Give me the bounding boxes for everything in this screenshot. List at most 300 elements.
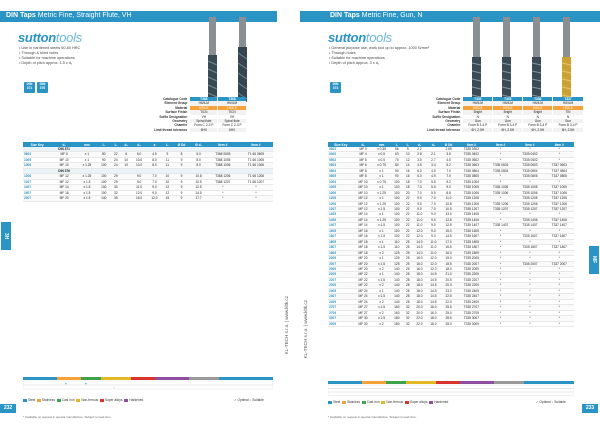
table-cell: x 2 — [372, 310, 390, 315]
table-cell: 9.0 — [412, 206, 426, 211]
prop-label: Catalogue Code — [163, 97, 188, 101]
table-cell: 11.0 — [426, 250, 440, 255]
table-cell: 28 — [403, 283, 412, 288]
table-cell: * — [545, 147, 574, 152]
prop-value: Spiral flute — [190, 119, 218, 123]
table-cell: * — [515, 212, 544, 217]
table-cell: 32 — [111, 190, 121, 195]
table-cell: MF 30 — [354, 316, 373, 321]
table-cell: x 1.5 — [372, 277, 390, 282]
table-cell: 9.0 — [131, 174, 146, 179]
table-cell: T335 1407 — [515, 223, 544, 228]
table-cell: 10.5 — [440, 206, 456, 211]
column-header: Size Key — [328, 142, 354, 147]
table-cell: 22.0 — [440, 299, 456, 304]
check-mark: ○ — [113, 385, 115, 390]
table-cell: MF 20 — [51, 196, 77, 201]
prop-label: Material — [175, 105, 188, 110]
table-cell: 14.0 — [412, 250, 426, 255]
table-cell: T335 1006 — [486, 190, 515, 195]
table-cell: 29 — [111, 179, 121, 184]
table-cell: 100 — [391, 206, 403, 211]
prop-value: H6/ILM — [553, 101, 583, 105]
table-cell: 90 — [391, 174, 403, 179]
table-cell: 35 — [111, 196, 121, 201]
bar-purple — [460, 381, 494, 384]
table-cell: T337 1006 — [545, 190, 574, 195]
page-number: 233 — [582, 404, 598, 413]
table-cell: 14.5 — [191, 190, 207, 195]
table-cell: 9 — [162, 152, 172, 157]
table-cell: * — [545, 277, 574, 282]
table-cell: * — [515, 299, 544, 304]
table-cell: * — [545, 299, 574, 304]
table-cell: 9.0 — [412, 196, 426, 201]
prop-label: Limit thread tolerance — [154, 127, 188, 132]
table-cell: 28 — [403, 272, 412, 277]
material-suitability-bar — [23, 377, 273, 397]
column-header: d₂ — [121, 142, 131, 147]
header-title: DIN Taps Metric Fine, Gun, N — [330, 12, 423, 19]
table-cell: * — [486, 294, 515, 299]
table-cell: MF 20 — [354, 266, 373, 271]
table-cell: MF 12 — [354, 196, 373, 201]
table-cell: * — [515, 294, 544, 299]
table-cell: T335 2707 — [457, 305, 486, 310]
table-cell: 10.8 — [440, 201, 456, 206]
table-cell: MF 24 — [354, 294, 373, 299]
table-cell: T335 1805 — [457, 239, 486, 244]
table-cell: 20.0 — [440, 283, 456, 288]
table-cell: 100 — [391, 217, 403, 222]
prop-value: Gun — [553, 119, 583, 123]
prop-value: Gun — [493, 119, 523, 123]
table-row — [328, 217, 574, 222]
size-key: 1407 — [328, 223, 354, 228]
table-cell: * — [545, 294, 574, 299]
table-cell: * — [486, 228, 515, 233]
table-cell: MF 30 — [354, 321, 373, 326]
feature-item: • General purpose use, work tool up to approx. 1000 N/mm² — [329, 46, 430, 50]
table-cell: 100 — [391, 223, 403, 228]
table-cell: 14 — [403, 163, 412, 168]
vertical-web-text: KL-TECH s.r.o. | www.kltk.cz — [284, 296, 289, 355]
table-cell: 28.0 — [440, 321, 456, 326]
size-key: 1207 — [328, 206, 354, 211]
column-header: l₂ — [111, 142, 121, 147]
table-cell: 10 — [121, 163, 131, 168]
table-cell: * — [486, 217, 515, 222]
table-cell: * — [486, 250, 515, 255]
prop-value: T335 — [463, 97, 493, 101]
table-cell: 7.0 — [147, 174, 162, 179]
bar-orange — [57, 377, 81, 380]
table-cell: 14.5 — [440, 234, 456, 239]
table-cell: T335 1207 — [486, 206, 515, 211]
table-cell: 25 — [403, 250, 412, 255]
size-key: 2009 — [328, 266, 354, 271]
size-key: 2209 — [328, 283, 354, 288]
table-cell: T335 1206 — [515, 201, 544, 206]
column-header: a — [147, 142, 162, 147]
column-header: l₃ — [162, 142, 172, 147]
table-cell: MF 16 — [354, 234, 373, 239]
table-cell: x 1.25 — [372, 217, 390, 222]
table-cell: 5.0 — [191, 152, 207, 157]
table-cell: 30 — [111, 185, 121, 190]
table-cell: x 1.5 — [77, 185, 97, 190]
table-cell: * — [545, 316, 574, 321]
table-cell: 63 — [391, 152, 403, 157]
prop-value: Spiral flute — [218, 119, 246, 123]
size-key: 2205 — [328, 272, 354, 277]
table-cell: 100 — [391, 212, 403, 217]
table-cell: * — [545, 283, 574, 288]
table-cell: x 1 — [372, 239, 390, 244]
table-cell: 140 — [391, 283, 403, 288]
table-cell: T335 1005 — [515, 185, 544, 190]
table-cell: T337 1206 — [545, 201, 574, 206]
material-suitability-bar — [328, 381, 574, 399]
table-cell: x 0.5 — [372, 157, 390, 162]
table-cell: * — [486, 245, 515, 250]
prop-value: 6H, 2.5H — [463, 128, 493, 132]
prop-value: TiN — [553, 110, 583, 114]
feature-item: • Suitable for machine operations — [329, 56, 385, 61]
table-cell: MF 18 — [354, 239, 373, 244]
size-key: 1807 — [328, 245, 354, 250]
prop-label: Material — [448, 105, 461, 110]
table-cell: 20.0 — [412, 305, 426, 310]
table-cell: MF 27 — [354, 310, 373, 315]
table-cell: x 1.5 — [372, 294, 390, 299]
product-table — [23, 142, 273, 202]
table-cell — [121, 196, 131, 201]
table-cell: T335 2009 — [457, 266, 486, 271]
prop-label: Chamfer — [174, 123, 188, 128]
table-cell: x 1.5 — [372, 305, 390, 310]
table-cell: 11 — [162, 163, 172, 168]
table-cell: 12.0 — [147, 196, 162, 201]
table-cell: x 1 — [372, 288, 390, 293]
table-cell: x 1.5 — [77, 179, 97, 184]
table-cell: MF 10 — [51, 163, 77, 168]
table-cell: 100 — [97, 179, 111, 184]
table-cell: T335 0402 — [457, 152, 486, 157]
table-cell: 100 — [97, 190, 111, 195]
table-cell: * — [486, 277, 515, 282]
table-cell: * — [486, 288, 515, 293]
table-cell: x 0.35 — [372, 147, 390, 152]
table-cell: * — [486, 316, 515, 321]
table-cell: * — [545, 272, 574, 277]
table-cell: T337 1205 — [545, 196, 574, 201]
prop-value: T335 — [493, 97, 523, 101]
table-cell: 9.0 — [426, 217, 440, 222]
table-cell: T337 1607 — [545, 234, 574, 239]
table-cell: 18 — [403, 185, 412, 190]
table-cell: 4.9 — [147, 152, 162, 157]
table-cell: 3.5 — [412, 157, 426, 162]
table-cell: T335 2207 — [457, 277, 486, 282]
prop-value: Form B 3-4 P — [463, 123, 493, 127]
table-cell: * — [515, 316, 544, 321]
table-cell: MF 20 — [354, 256, 373, 261]
table-cell: 9.0 — [147, 190, 162, 195]
table-cell: T337 1207 — [545, 206, 574, 211]
table-cell: T335 1006 — [457, 190, 486, 195]
table-cell: 29 — [111, 174, 121, 179]
prop-label: Surface Finish — [165, 110, 188, 115]
table-cell: MF 3 — [354, 147, 373, 152]
table-cell: x 1.5 — [372, 316, 390, 321]
table-cell: 22 — [111, 152, 121, 157]
table-cell: 11.0 — [412, 223, 426, 228]
table-cell: * — [486, 179, 515, 184]
table-cell: x 1 — [372, 196, 390, 201]
table-cell: * — [486, 196, 515, 201]
table-cell: T335 1607 — [515, 234, 544, 239]
table-cell: 100 — [97, 174, 111, 179]
table-cell: 15 — [162, 196, 172, 201]
brand-logo: suttontools — [328, 30, 392, 45]
table-cell: x 1.25 — [372, 190, 390, 195]
table-cell: T335 1006 — [515, 190, 544, 195]
table-cell: 11 — [162, 157, 172, 162]
table-cell: 70 — [391, 157, 403, 162]
table-cell: 180 — [391, 321, 403, 326]
table-cell: * — [515, 266, 544, 271]
tap-images — [196, 11, 276, 106]
table-cell: 20.5 — [440, 277, 456, 282]
table-cell: T335 1005 — [457, 185, 486, 190]
table-cell: MF 12 — [354, 206, 373, 211]
table-cell: MF 16 — [51, 190, 77, 195]
table-cell: * — [207, 185, 239, 190]
column-header: Item # — [207, 142, 239, 147]
table-cell: T337 1406 — [545, 217, 574, 222]
table-cell: 56 — [391, 147, 403, 152]
table-cell: MF 16 — [354, 228, 373, 233]
table-cell: 9.0 — [426, 223, 440, 228]
size-key: 0302 — [328, 147, 354, 152]
table-cell: 140 — [391, 294, 403, 299]
table-cell: x 1.25 — [372, 201, 390, 206]
prop-label: Suffix Designation — [159, 114, 188, 119]
table-cell: 12.8 — [440, 217, 456, 222]
table-cell: 18.0 — [412, 299, 426, 304]
table-cell: T337 2007 — [545, 261, 574, 266]
size-key: 3007 — [328, 316, 354, 321]
table-cell: 10 — [403, 152, 412, 157]
table-cell: 18.0 — [440, 266, 456, 271]
tap-image — [208, 17, 217, 106]
table-cell: 22.5 — [440, 294, 456, 299]
table-cell: 22 — [403, 212, 412, 217]
table-cell: 9.0 — [131, 179, 146, 184]
table-cell: T337 1407 — [545, 223, 574, 228]
table-cell: 7.0 — [412, 190, 426, 195]
table-cell: 24 — [111, 157, 121, 162]
table-cell: * — [486, 174, 515, 179]
table-cell: 2.2 — [412, 147, 426, 152]
table-cell: 11.0 — [131, 185, 146, 190]
table-cell: 13.0 — [440, 212, 456, 217]
table-cell: x 1 — [372, 174, 390, 179]
table-cell: 9.0 — [412, 201, 426, 206]
table-row — [328, 206, 574, 211]
prop-value: H6/ILM — [493, 101, 523, 105]
column-header: l₁ — [97, 142, 111, 147]
table-cell: T335 0603 — [515, 163, 544, 168]
table-cell: 5.5 — [426, 185, 440, 190]
table-cell: 18.0 — [412, 283, 426, 288]
table-cell: 11.0 — [412, 217, 426, 222]
table-cell: x 1.5 — [372, 261, 390, 266]
table-cell: 140 — [97, 196, 111, 201]
table-cell: T368 0605 — [207, 152, 239, 157]
table-cell: T368 1005 — [207, 157, 239, 162]
table-cell: 110 — [391, 239, 403, 244]
brand-logo: suttontools — [18, 30, 82, 45]
size-key: 2407 — [328, 294, 354, 299]
table-cell: MF 18 — [354, 250, 373, 255]
table-cell: MF 20 — [354, 261, 373, 266]
table-cell: 4.5 — [412, 163, 426, 168]
table-cell: T335 1405 — [457, 212, 486, 217]
table-cell: x 1 — [372, 185, 390, 190]
column-header: Item # — [239, 142, 273, 147]
table-row — [328, 196, 574, 201]
table-cell: 20 — [403, 190, 412, 195]
table-cell: T335 2409 — [457, 299, 486, 304]
table-cell: x 1.5 — [372, 245, 390, 250]
bar-grey — [494, 381, 524, 384]
table-cell: T368 1006 — [207, 163, 239, 168]
size-key: 2409 — [328, 299, 354, 304]
table-cell: 22 — [403, 234, 412, 239]
prop-row — [426, 128, 583, 132]
table-cell: 24 — [111, 163, 121, 168]
table-cell: T335 2405 — [457, 288, 486, 293]
table-cell: 15.0 — [440, 228, 456, 233]
table-cell: 7.0 — [412, 185, 426, 190]
header-title: DIN Taps Metric Fine, Straight Flute, VH — [6, 12, 132, 19]
table-cell: 10 — [162, 174, 172, 179]
prop-value: HSS-E — [190, 106, 218, 110]
table-cell: 12.0 — [426, 256, 440, 261]
table-cell: 12.5 — [440, 223, 456, 228]
table-cell: 2.65 — [440, 147, 456, 152]
table-cell: * — [545, 266, 574, 271]
table-cell: T337 0804 — [545, 168, 574, 173]
table-cell: 6.0 — [412, 174, 426, 179]
table-cell: 100 — [391, 190, 403, 195]
table-cell: 9 — [173, 190, 191, 195]
table-cell: MF 12 — [51, 179, 77, 184]
table-cell: 9.0 — [426, 212, 440, 217]
table-cell: 28 — [403, 294, 412, 299]
table-cell: 12.0 — [426, 261, 440, 266]
tap-image — [238, 17, 247, 106]
table-cell: 5.2 — [440, 163, 456, 168]
table-cell: x 2 — [372, 321, 390, 326]
table-cell: 11.0 — [412, 212, 426, 217]
side-tab: 3H — [1, 222, 11, 250]
table-cell: * — [545, 305, 574, 310]
table-cell: * — [515, 147, 544, 152]
prop-value: 6HX — [190, 128, 218, 132]
table-cell: T335 1207 — [515, 206, 544, 211]
table-cell: 9.0 — [426, 228, 440, 233]
prop-value: T336 — [523, 97, 553, 101]
features-list — [329, 46, 429, 66]
table-cell: 4.5 — [440, 157, 456, 162]
table-cell: T335 2407 — [457, 294, 486, 299]
table-cell: 16.0 — [412, 266, 426, 271]
table-cell: 8.0 — [147, 163, 162, 168]
table-cell: 6 — [121, 152, 131, 157]
column-header: Item # — [545, 142, 574, 147]
table-cell: 3.5 — [440, 152, 456, 157]
column-header: Ø Dd — [440, 142, 456, 147]
table-cell: 18.0 — [412, 272, 426, 277]
table-cell: 100 — [391, 234, 403, 239]
table-cell: T335 0502 — [457, 157, 486, 162]
table-cell: T335 0603 — [457, 163, 486, 168]
table-cell: 5.5 — [426, 190, 440, 195]
prop-value: TiCN — [218, 110, 246, 114]
table-cell: 125 — [391, 261, 403, 266]
check-mark: ● — [85, 381, 87, 386]
table-cell: 12.0 — [412, 234, 426, 239]
prop-value: 6H, 2.5H — [553, 128, 583, 132]
table-cell: 14.5 — [426, 283, 440, 288]
table-cell: 22 — [403, 206, 412, 211]
feature-item: • Through holes — [329, 51, 356, 56]
table-cell: x 0.5 — [372, 152, 390, 157]
prop-value: H6/ILM — [218, 101, 246, 105]
size-key: 2005 — [328, 256, 354, 261]
table-cell: 28 — [403, 277, 412, 282]
table-cell: * — [515, 272, 544, 277]
table-cell: * — [486, 256, 515, 261]
table-cell: T335 1207 — [457, 206, 486, 211]
table-cell: 18.0 — [412, 277, 426, 282]
column-header: d₂ — [412, 142, 426, 147]
table-cell: 16.0 — [440, 250, 456, 255]
table-cell: MF 14 — [354, 223, 373, 228]
size-key: 1005 — [23, 157, 51, 162]
table-cell: 7.0 — [147, 179, 162, 184]
prop-value: T337 — [553, 97, 583, 101]
prop-label: Chamfer — [447, 123, 461, 128]
table-cell: 7.0 — [440, 174, 456, 179]
size-key: 1805 — [328, 239, 354, 244]
table-cell: 9 — [403, 147, 412, 152]
column-header: d₃ — [131, 142, 146, 147]
table-cell: 140 — [391, 288, 403, 293]
table-cell: 12.0 — [412, 228, 426, 233]
column-header: l₂ — [403, 142, 412, 147]
page-number: 232 — [0, 404, 16, 413]
prop-value: 6HX — [218, 128, 246, 132]
bar-green — [386, 381, 406, 384]
table-cell: T335 2007 — [515, 261, 544, 266]
table-cell: 110 — [391, 245, 403, 250]
table-cell: T335 2209 — [457, 283, 486, 288]
table-cell: 100 — [391, 196, 403, 201]
